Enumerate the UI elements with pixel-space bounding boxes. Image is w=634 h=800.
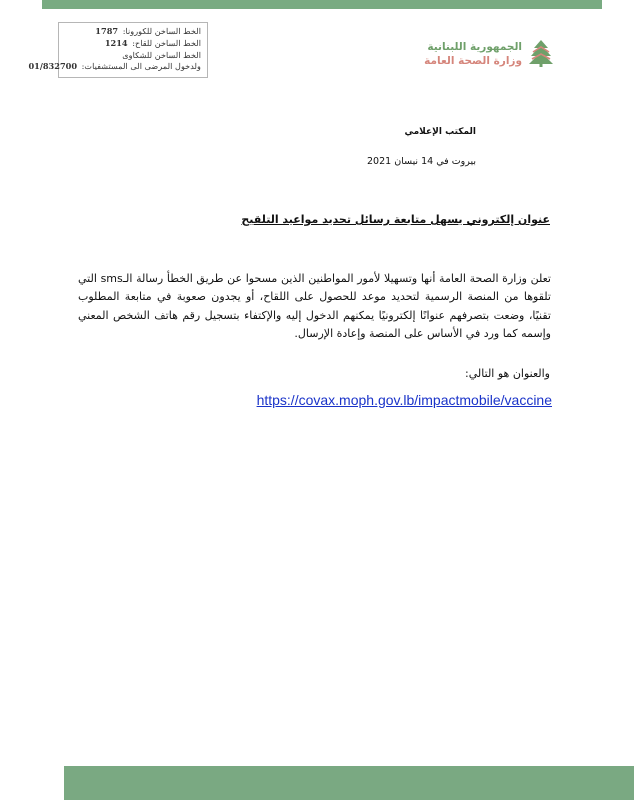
bottom-decorative-band — [64, 766, 634, 800]
logo-republic-name: الجمهورية اللبنانية — [427, 41, 522, 53]
page-title: عنوان إلكتروني يسهل متابعة رسائل تحديد مواعيد التلقيح — [241, 213, 550, 226]
hotline-covid — [63, 26, 201, 38]
ministry-logo — [396, 38, 556, 74]
hotline-hospitals-label: ولدخول المرضى الى المستشفيات: — [81, 61, 201, 72]
hotline-vaccine — [63, 38, 201, 50]
logo-text — [424, 40, 522, 68]
logo-ministry-name: وزارة الصحة العامة — [424, 55, 522, 67]
hotline-hospitals-number: 01/832700 — [28, 61, 78, 72]
vaccine-registration-link[interactable]: https://covax.moph.gov.lb/impactmobile/vaccine — [256, 392, 552, 408]
hotline-covid-label: الخط الساخن للكورونا: — [122, 26, 201, 36]
hotline-covid-number: 1787 — [95, 26, 119, 36]
hotline-hospitals — [28, 61, 201, 73]
hotlines-box — [28, 22, 208, 78]
hotline-vaccine-number: 1214 — [104, 37, 128, 48]
announcement-body: تعلن وزارة الصحة العامة أنها وتسهيلا لأمور المواطنين الذين مسحوا عن طريق الخطأ رسالة الـsms التي تلقوها من المنصة الرسمية لتحديد موعد للحصول على اللقاح، أو يجدون صعوبة في متابعة المطلوب تقنيًا، وضعت بتصرفهم عنوانًا إلكترونيًا يمكنهم الدخول إليه والإكتفاء بتسجيل رقم هاتف الشخص المعني وإسمه كما ورد في الأساس على المنصة وإعادة الإرسال. — [78, 272, 551, 340]
hotline-complaints — [63, 50, 201, 62]
date-line: بيروت في 14 نيسان 2021 — [367, 156, 476, 167]
hotline-vaccine-label: الخط الساخن للقاح: — [132, 37, 201, 48]
hotline-complaints-label: الخط الساخن للشكاوى — [122, 49, 201, 60]
top-decorative-band — [42, 0, 602, 9]
press-office-label: المكتب الإعلامي — [404, 127, 476, 137]
cedar-icon — [526, 38, 556, 68]
address-intro: والعنوان هو التالي: — [465, 367, 550, 380]
